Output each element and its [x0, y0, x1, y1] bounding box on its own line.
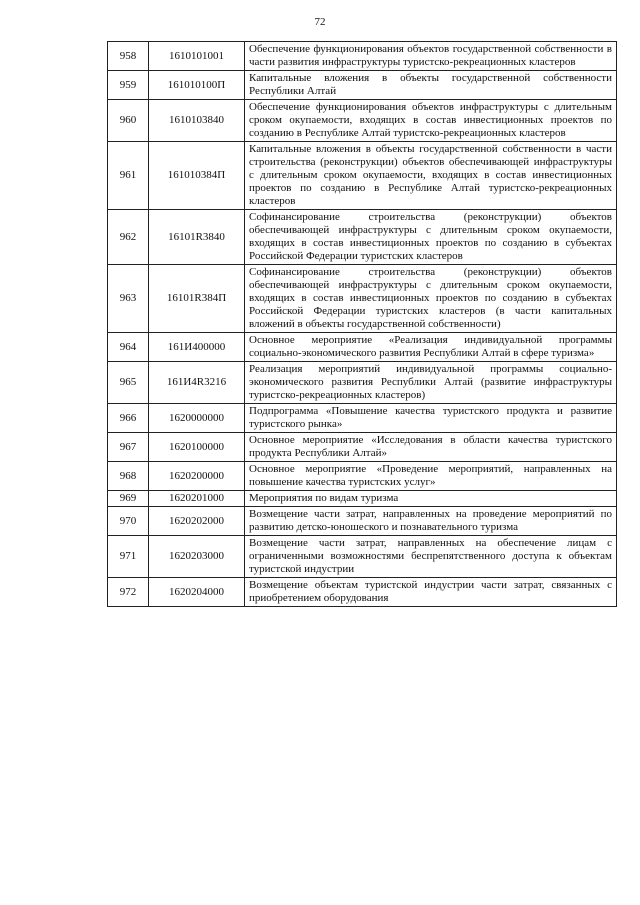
target-article-name: Возмещение объектам туристской индустрии части затрат, связанных с приобретением оборудования: [245, 578, 617, 607]
target-article-name: Обеспечение функционирования объектов инфраструктуры с длительным сроком окупаемости, входящих в состав инвестиционных проектов по созданию в Республике Алтай туристско-рекреационных кластеров: [245, 100, 617, 142]
table-row: [108, 433, 617, 462]
table-row: [108, 362, 617, 404]
row-number: 963: [108, 265, 149, 333]
target-article-code: 16101R3840: [149, 210, 245, 265]
target-article-code: 161И400000: [149, 333, 245, 362]
target-article-name: Софинансирование строительства (реконструкции) объектов обеспечивающей инфраструктуры с длительным сроком окупаемости, входящих в состав инвестиционных проектов по созданию в субъектах Российской Федерации туристских кластеров (в части капитальных вложений в объекты государственной собственности): [245, 265, 617, 333]
row-number: 961: [108, 142, 149, 210]
table-row: [108, 536, 617, 578]
table-row: [108, 42, 617, 71]
row-number: 970: [108, 507, 149, 536]
target-article-code: 161010384П: [149, 142, 245, 210]
target-article-code: 1610103840: [149, 100, 245, 142]
target-article-name: Софинансирование строительства (реконструкции) объектов обеспечивающей инфраструктуры с длительным сроком окупаемости, входящих в состав инвестиционных проектов по созданию в субъектах Российской Федерации туристских кластеров: [245, 210, 617, 265]
target-article-code: 161И4R3216: [149, 362, 245, 404]
target-article-code: 16101R384П: [149, 265, 245, 333]
page-number: 72: [314, 16, 326, 28]
table-row: [108, 462, 617, 491]
target-article-name: Реализация мероприятий индивидуальной программы социально-экономического развития Республики Алтай (развитие инфраструктуры туристско-рекреационных кластеров): [245, 362, 617, 404]
table-row: [108, 100, 617, 142]
table-row: [108, 507, 617, 536]
target-article-code: 1610101001: [149, 42, 245, 71]
target-article-name: Капитальные вложения в объекты государственной собственности Республики Алтай: [245, 71, 617, 100]
row-number: 960: [108, 100, 149, 142]
target-article-code: 1620203000: [149, 536, 245, 578]
target-article-code: 1620200000: [149, 462, 245, 491]
target-article-code: 1620100000: [149, 433, 245, 462]
row-number: 962: [108, 210, 149, 265]
target-article-name: Мероприятия по видам туризма: [245, 491, 617, 507]
table-row: [108, 333, 617, 362]
target-article-code: 1620204000: [149, 578, 245, 607]
target-article-name: Капитальные вложения в объекты государственной собственности в части строительства (реконструкции) объектов обеспечивающей инфраструктуры с длительным сроком окупаемости, входящих в состав инвестиционных проектов по созданию в Республике Алтай туристско-рекреационных кластеров: [245, 142, 617, 210]
budget-classification-table: [107, 41, 617, 607]
target-article-code: 161010100П: [149, 71, 245, 100]
target-article-code: 1620000000: [149, 404, 245, 433]
row-number: 968: [108, 462, 149, 491]
row-number: 965: [108, 362, 149, 404]
row-number: 967: [108, 433, 149, 462]
target-article-name: Основное мероприятие «Исследования в области качества туристского продукта Республики Алтай»: [245, 433, 617, 462]
row-number: 971: [108, 536, 149, 578]
target-article-name: Основное мероприятие «Реализация индивидуальной программы социально-экономического развития Республики Алтай в сфере туризма»: [245, 333, 617, 362]
table-row: [108, 491, 617, 507]
table-row: [108, 142, 617, 210]
row-number: 959: [108, 71, 149, 100]
target-article-code: 1620201000: [149, 491, 245, 507]
table-row: [108, 71, 617, 100]
table-row: [108, 404, 617, 433]
target-article-name: Возмещение части затрат, направленных на обеспечение лицам с ограниченными возможностями беспрепятственного доступа к объектам туристской индустрии: [245, 536, 617, 578]
target-article-name: Подпрограмма «Повышение качества туристского продукта и развитие туристского рынка»: [245, 404, 617, 433]
row-number: 964: [108, 333, 149, 362]
row-number: 966: [108, 404, 149, 433]
table-row: [108, 265, 617, 333]
row-number: 972: [108, 578, 149, 607]
row-number: 969: [108, 491, 149, 507]
row-number: 958: [108, 42, 149, 71]
target-article-name: Обеспечение функционирования объектов государственной собственности в части развития инфраструктуры туристско-рекреационных кластеров: [245, 42, 617, 71]
target-article-name: Основное мероприятие «Проведение мероприятий, направленных на повышение качества туристских услуг»: [245, 462, 617, 491]
table-row: [108, 578, 617, 607]
target-article-code: 1620202000: [149, 507, 245, 536]
target-article-name: Возмещение части затрат, направленных на проведение мероприятий по развитию детско-юношеского и познавательного туризма: [245, 507, 617, 536]
table-row: [108, 210, 617, 265]
